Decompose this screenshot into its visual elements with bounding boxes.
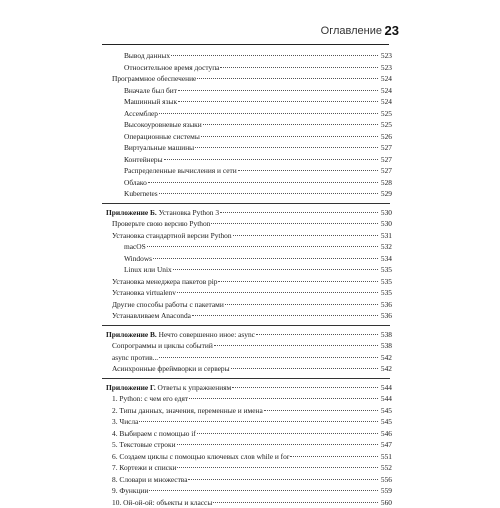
- toc-entry-title: Вывод данных: [124, 50, 170, 62]
- toc-entry-title: 10. Ой-ой-ой: объекты и классы: [112, 497, 212, 508]
- toc-entry[interactable]: [106, 241, 392, 253]
- toc-entry[interactable]: [106, 264, 392, 276]
- toc-page-number: 526: [379, 131, 392, 143]
- toc-page-number: 523: [379, 50, 392, 62]
- toc-entry-title: Linux или Unix: [124, 264, 172, 276]
- toc-entry-title: 9. Функции: [112, 485, 148, 497]
- leader-dots: [178, 101, 378, 102]
- toc-entry[interactable]: [106, 253, 392, 265]
- toc-page-number: 535: [379, 276, 392, 288]
- leader-dots: [231, 368, 378, 369]
- toc-page-number: 525: [379, 108, 392, 120]
- toc-page-number: 523: [379, 62, 392, 74]
- toc-entry-title: [106, 329, 255, 341]
- leader-dots: [232, 387, 378, 388]
- leader-dots: [264, 410, 378, 411]
- leader-dots: [153, 258, 378, 259]
- toc-entry-title: Распределенные вычисления и сети: [124, 165, 237, 177]
- toc-entry[interactable]: [106, 96, 392, 108]
- leader-dots: [218, 281, 378, 282]
- toc-entry[interactable]: [106, 485, 392, 497]
- toc-page-number: 528: [379, 177, 392, 189]
- toc-entry[interactable]: [106, 188, 392, 200]
- toc-entry-title: 2. Типы данных, значения, переменные и имена: [112, 405, 263, 417]
- section-divider: [102, 325, 390, 326]
- toc-page-number: 534: [379, 253, 392, 265]
- leader-dots: [192, 315, 378, 316]
- toc-entry[interactable]: [106, 62, 392, 74]
- toc-entry[interactable]: [106, 340, 392, 352]
- toc-entry[interactable]: [106, 497, 392, 508]
- toc-entry-title: macOS: [124, 241, 146, 253]
- toc-page-number: 527: [379, 142, 392, 154]
- leader-dots: [173, 269, 378, 270]
- toc-page-number: 544: [379, 382, 392, 394]
- toc-entry[interactable]: [106, 451, 392, 463]
- toc-entry-title: Виртуальные машины: [124, 142, 194, 154]
- toc-page-number: 551: [379, 451, 392, 463]
- leader-dots: [211, 223, 378, 224]
- leader-dots: [148, 182, 378, 183]
- leader-dots: [197, 433, 378, 434]
- leader-dots: [225, 304, 378, 305]
- toc-page-number: 544: [379, 393, 392, 405]
- toc-appendix-heading[interactable]: [106, 382, 392, 394]
- toc-page-number: 542: [379, 363, 392, 375]
- toc-entry-title: Устанавливаем Anaconda: [112, 310, 191, 322]
- toc-entry[interactable]: [106, 276, 392, 288]
- toc-entry[interactable]: [106, 154, 392, 166]
- toc-entry-title: Ассемблер: [124, 108, 158, 120]
- toc-entry[interactable]: [106, 462, 392, 474]
- toc-entry-title: Программное обеспечение: [112, 73, 196, 85]
- toc-entry[interactable]: [106, 142, 392, 154]
- toc-entry[interactable]: [106, 287, 392, 299]
- leader-dots: [213, 502, 378, 503]
- toc-page-number: 542: [379, 352, 392, 364]
- toc-entry-title: Облако: [124, 177, 147, 189]
- leader-dots: [178, 90, 378, 91]
- toc-entry[interactable]: [106, 119, 392, 131]
- toc-entry-title: Вначале был бит: [124, 85, 177, 97]
- leader-dots: [233, 235, 378, 236]
- toc-entry-title: Установка virtualenv: [112, 287, 176, 299]
- toc-entry[interactable]: [106, 405, 392, 417]
- toc-page-number: 538: [379, 329, 392, 341]
- toc-entry[interactable]: [106, 50, 392, 62]
- toc-entry-title: 4. Выбираем с помощью if: [112, 428, 196, 440]
- toc-page-number: 530: [379, 218, 392, 230]
- appendix-label: Приложение Г.: [106, 383, 156, 392]
- toc-entry-title: Другие способы работы с пакетами: [112, 299, 224, 311]
- toc-entry-title: Высокоуровневые языки: [124, 119, 202, 131]
- toc-page-number: 527: [379, 165, 392, 177]
- toc-entry-title: Асинхронные фреймворки и серверы: [112, 363, 230, 375]
- toc-entry-title: Установка менеджера пакетов pip: [112, 276, 217, 288]
- toc-page-number: 524: [379, 73, 392, 85]
- toc-entry[interactable]: [106, 474, 392, 486]
- toc-entry-title: 7. Кортежи и списки: [112, 462, 176, 474]
- leader-dots: [189, 398, 378, 399]
- leader-dots: [220, 67, 378, 68]
- toc-page-number: 524: [379, 96, 392, 108]
- header-page-number: 23: [385, 23, 399, 38]
- toc-page-number: 527: [379, 154, 392, 166]
- leader-dots: [197, 78, 378, 79]
- leader-dots: [220, 212, 378, 213]
- toc-appendix-heading[interactable]: [106, 329, 392, 341]
- toc-entry[interactable]: [106, 218, 392, 230]
- toc-entry[interactable]: [106, 73, 392, 85]
- toc-page-number: 536: [379, 299, 392, 311]
- toc-entry[interactable]: [106, 131, 392, 143]
- toc-page-number: 535: [379, 287, 392, 299]
- toc-page-number: 560: [379, 497, 392, 508]
- toc-entry-title: Сопрограммы и циклы событий: [112, 340, 213, 352]
- header-rule: [102, 44, 389, 45]
- toc-entry-title: Windows: [124, 253, 152, 265]
- toc-entry-title: async против...: [112, 352, 158, 364]
- leader-dots: [238, 170, 378, 171]
- toc-entry-title: Контейнеры: [124, 154, 163, 166]
- toc-entry-title: 8. Словари и множества: [112, 474, 187, 486]
- toc-entry-title: Проверьте свою версию Python: [112, 218, 210, 230]
- toc-entry-title: [106, 207, 219, 219]
- toc-page-number: 530: [379, 207, 392, 219]
- section-divider: [102, 378, 390, 379]
- leader-dots: [149, 490, 378, 491]
- toc-entry[interactable]: [106, 393, 392, 405]
- toc-entry-title: 5. Текстовые строки: [112, 439, 176, 451]
- toc-appendix-heading[interactable]: [106, 207, 392, 219]
- leader-dots: [159, 357, 378, 358]
- toc-page-number: 535: [379, 264, 392, 276]
- leader-dots: [188, 479, 378, 480]
- toc-page-number: 525: [379, 119, 392, 131]
- toc-entry[interactable]: [106, 428, 392, 440]
- toc-entry-title: [106, 382, 231, 394]
- leader-dots: [164, 159, 378, 160]
- leader-dots: [177, 292, 378, 293]
- leader-dots: [195, 147, 378, 148]
- leader-dots: [214, 345, 378, 346]
- leader-dots: [159, 193, 378, 194]
- toc-entry[interactable]: [106, 299, 392, 311]
- appendix-label: Приложение Б.: [106, 208, 157, 217]
- toc-page-number: 556: [379, 474, 392, 486]
- leader-dots: [201, 136, 378, 137]
- toc-entry[interactable]: [106, 85, 392, 97]
- toc-entry[interactable]: [106, 352, 392, 364]
- leader-dots: [177, 444, 378, 445]
- toc-entry-title: Kubernetes: [124, 188, 158, 200]
- appendix-title: Установка Python 3: [159, 208, 219, 217]
- toc-entry-title: Относительное время доступа: [124, 62, 219, 74]
- toc-entry-title: 1. Python: с чем его едят: [112, 393, 188, 405]
- toc-entry-title: 3. Числа: [112, 416, 138, 428]
- toc-entry[interactable]: [106, 439, 392, 451]
- toc-entry[interactable]: [106, 108, 392, 120]
- leader-dots: [203, 124, 378, 125]
- toc-entry-title: Установка стандартной версии Python: [112, 230, 232, 242]
- appendix-title: Нечто совершенно иное: async: [159, 330, 255, 339]
- header-title: Оглавление: [321, 25, 382, 37]
- leader-dots: [171, 55, 378, 56]
- toc-entry[interactable]: [106, 230, 392, 242]
- toc-entry[interactable]: [106, 416, 392, 428]
- leader-dots: [177, 467, 378, 468]
- toc-page-number: 529: [379, 188, 392, 200]
- toc-page-number: 547: [379, 439, 392, 451]
- toc-page-number: 552: [379, 462, 392, 474]
- toc-entry[interactable]: [106, 177, 392, 189]
- leader-dots: [139, 421, 378, 422]
- running-header: [0, 22, 500, 42]
- leader-dots: [256, 334, 378, 335]
- leader-dots: [290, 456, 378, 457]
- toc-entry[interactable]: [106, 310, 392, 322]
- toc-page-number: 545: [379, 405, 392, 417]
- toc-page-number: 545: [379, 416, 392, 428]
- leader-dots: [147, 246, 378, 247]
- toc-entry[interactable]: [106, 165, 392, 177]
- toc-page-number: 536: [379, 310, 392, 322]
- toc-page-number: 546: [379, 428, 392, 440]
- leader-dots: [159, 113, 378, 114]
- toc-entry[interactable]: [106, 363, 392, 375]
- toc-entry-title: Машинный язык: [124, 96, 177, 108]
- toc-page-number: 531: [379, 230, 392, 242]
- toc-entry-title: Операционные системы: [124, 131, 200, 143]
- toc-page-number: 559: [379, 485, 392, 497]
- toc-page-number: 524: [379, 85, 392, 97]
- appendix-label: Приложение В.: [106, 330, 157, 339]
- table-of-contents: [106, 50, 392, 508]
- toc-entry-title: 6. Создаем циклы с помощью ключевых слов while и for: [112, 451, 289, 463]
- toc-page-number: 532: [379, 241, 392, 253]
- appendix-title: Ответы к упражнениям: [158, 383, 232, 392]
- section-divider: [102, 203, 390, 204]
- toc-page-number: 538: [379, 340, 392, 352]
